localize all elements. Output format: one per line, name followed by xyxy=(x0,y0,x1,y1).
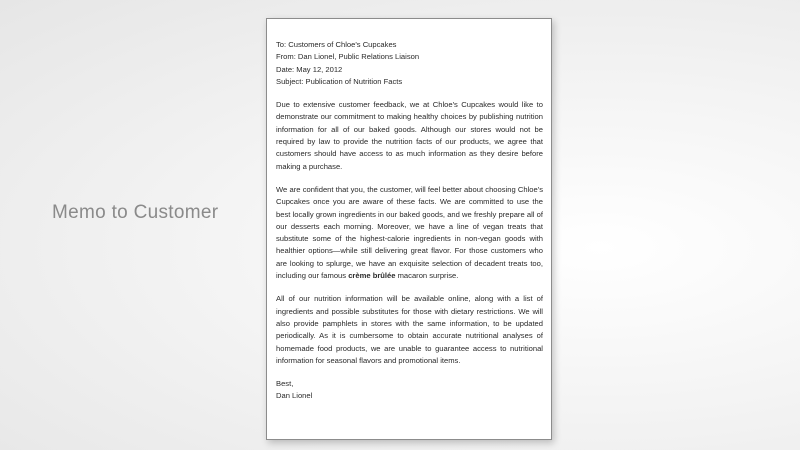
memo-paragraph-2-emphasis: crème brûlée xyxy=(348,271,396,281)
memo-paragraph-3: All of our nutrition information will be available online, along with a list of ingredients and possible substitutes for those with dietary restrictions. We will also provide pamphlets in stores with the same information, to be updated periodically. As it is cumbersome to obtain accurate nutritional analyses of homemade food products, we are unable to guarantee access to nutritional information for seasonal flavors and promotional items. xyxy=(276,294,543,365)
memo-paragraph-2-end: macaron surprise. xyxy=(397,271,459,281)
memo-document xyxy=(266,18,552,440)
memo-from-line: From: Dan Lionel, Public Relations Liaison xyxy=(276,52,420,62)
memo-closing: Best, xyxy=(276,379,294,389)
memo-paragraph-2 xyxy=(276,184,543,282)
slide-title: Memo to Customer xyxy=(52,202,219,223)
memo-subject-line: Subject: Publication of Nutrition Facts xyxy=(276,76,403,86)
memo-date-line: Date: May 12, 2012 xyxy=(276,64,343,74)
memo-paragraph-2-text: We are confident that you, the customer, will feel better about choosing Chloe's Cupcakes once you are aware of these facts. We are committed to use the best locally grown ingredients in our baked goods, and we freshly prepare all of our desserts each morning. Moreover, we have a line of vegan treats that substitute some of the highest-calorie ingredients in non-vegan goods with healthier options—while still delivering great flavor. For those customers who are looking to splurge, we have an exquisite selection of decadent treats too, including our famous xyxy=(276,184,543,281)
memo-paragraph-1: Due to extensive customer feedback, we at Chloe's Cupcakes would like to demonstrate our commitment to making healthy choices by publishing nutrition information for all of our baked goods. Although our stores would not be required by law to provide the nutrition facts of our products, we agree that customers should have access to as much information as they desire before making a purchase. xyxy=(276,100,543,171)
memo-header xyxy=(276,39,543,88)
memo-signature: Dan Lionel xyxy=(276,391,313,401)
memo-to-line: To: Customers of Chloe's Cupcakes xyxy=(276,40,397,49)
